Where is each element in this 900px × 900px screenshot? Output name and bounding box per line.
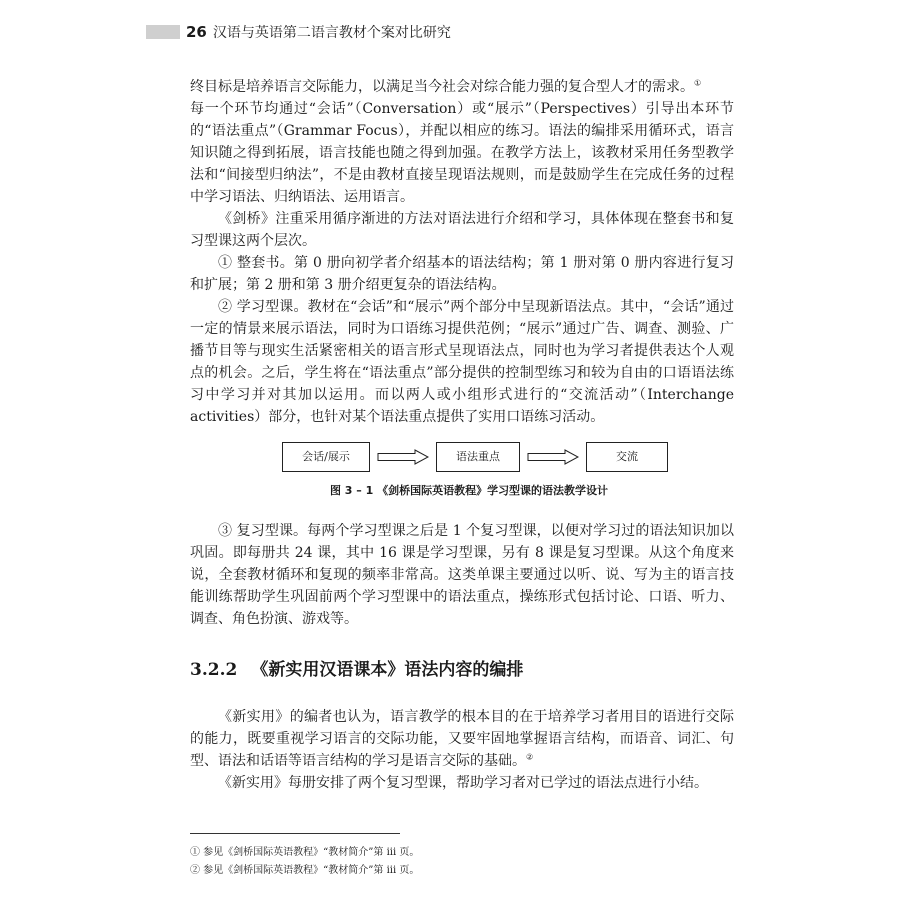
list-item-review-lesson: ③ 复习型课。每两个学习型课之后是 1 个复习型课，以便对学习过的语法知识加以巩固。即每册共 24 课，其中 16 课是学习型课，另有 8 课是复习型课。从这个角度来说，全套教材循环和复现的频率非常高。这类单课主要通过以听、说、写为主的语言技能训练帮助学生巩固前两个学习型课中的语法重点，操练形式包括讨论、口语、听力、调查、角色扮演、游戏等。 — [190, 523, 734, 627]
flow-box-grammar-focus: 语法重点 — [436, 442, 520, 472]
figure-caption: 图 3 – 1 《剑桥国际英语教程》学习型课的语法教学设计 — [329, 484, 609, 497]
running-title: 汉语与英语第二语言教材个案对比研究 — [212, 25, 451, 41]
right-arrow-icon — [527, 449, 579, 465]
paragraph: 终目标是培养语言交际能力，以满足当今社会对综合能力强的复合型人才的需求。① — [190, 78, 702, 95]
flow-box-interchange: 交流 — [586, 442, 668, 472]
paragraph: 《剑桥》注重采用循序渐进的方法对语法进行介绍和学习，具体体现在整套书和复习型课这两个层次。 — [190, 211, 734, 249]
section-heading — [190, 658, 734, 682]
footnotes — [190, 833, 734, 880]
flowchart — [282, 440, 734, 474]
section-number: 3.2.2 — [190, 660, 238, 680]
paragraph: 《新实用》每册安排了两个复习型课，帮助学习者对已学过的语法点进行小结。 — [218, 775, 708, 791]
page-number: 26 — [186, 23, 207, 41]
footnote-1: ① 参见《剑桥国际英语教程》“教材简介”第 iii 页。 — [190, 847, 420, 858]
main-text — [190, 76, 734, 794]
footnote-divider — [190, 833, 400, 834]
list-item-study-lesson: ② 学习型课。教材在“会话”和“展示”两个部分中呈现新语法点。其中，“会话”通过一定的情景来展示语法，同时为口语练习提供范例；“展示”通过广告、调查、测验、广播节目等与现实生活紧密相关的语言形式呈现语法点，同时也为学习者提供表达个人观点的机会。之后，学生将在“语法重点”部分提供的控制型练习和较为自由的口语语法练习中学习并对其加以运用。而以两人或小组形式进行的“交流活动”（Interchange activities）部分，也针对某个语法重点提供了实用口语练习活动。 — [190, 299, 734, 425]
footnote-marker: ② — [526, 752, 534, 762]
paragraph: 每一个环节均通过“会话”（Conversation）或“展示”（Perspectives）引导出本环节的“语法重点”（Grammar Focus），并配以相应的练习。语法的编排采用循环式，语言知识随之得到拓展，语言技能也随之得到加强。在教学方法上，该教材采用任务型教学法和“间接型归纳法”，不是由教材直接呈现语法规则，而是鼓励学生在完成任务的过程中学习语法、归纳语法、运用语言。 — [190, 101, 734, 205]
list-item-whole-book: ① 整套书。第 0 册向初学者介绍基本的语法结构；第 1 册对第 0 册内容进行复习和扩展；第 2 册和第 3 册介绍更复杂的语法结构。 — [190, 255, 734, 293]
figure-flowchart — [190, 440, 734, 500]
footnote-2: ② 参见《剑桥国际英语教程》“教材简介”第 iii 页。 — [190, 865, 420, 876]
paragraph: 《新实用》的编者也认为，语言教学的根本目的在于培养学习者用目的语进行交际的能力，既要重视学习语言的交际功能，又要牢固地掌握语言结构，而语音、词汇、句型、语法和话语等语言结构的学习是语言交际的基础。② — [190, 709, 734, 769]
right-arrow-icon — [377, 449, 429, 465]
flow-box-conversation: 会话/展示 — [282, 442, 370, 472]
header-decoration — [146, 25, 180, 39]
page-header — [146, 22, 451, 42]
section-title: 《新实用汉语课本》语法内容的编排 — [251, 660, 524, 680]
footnote-marker: ① — [694, 78, 702, 88]
